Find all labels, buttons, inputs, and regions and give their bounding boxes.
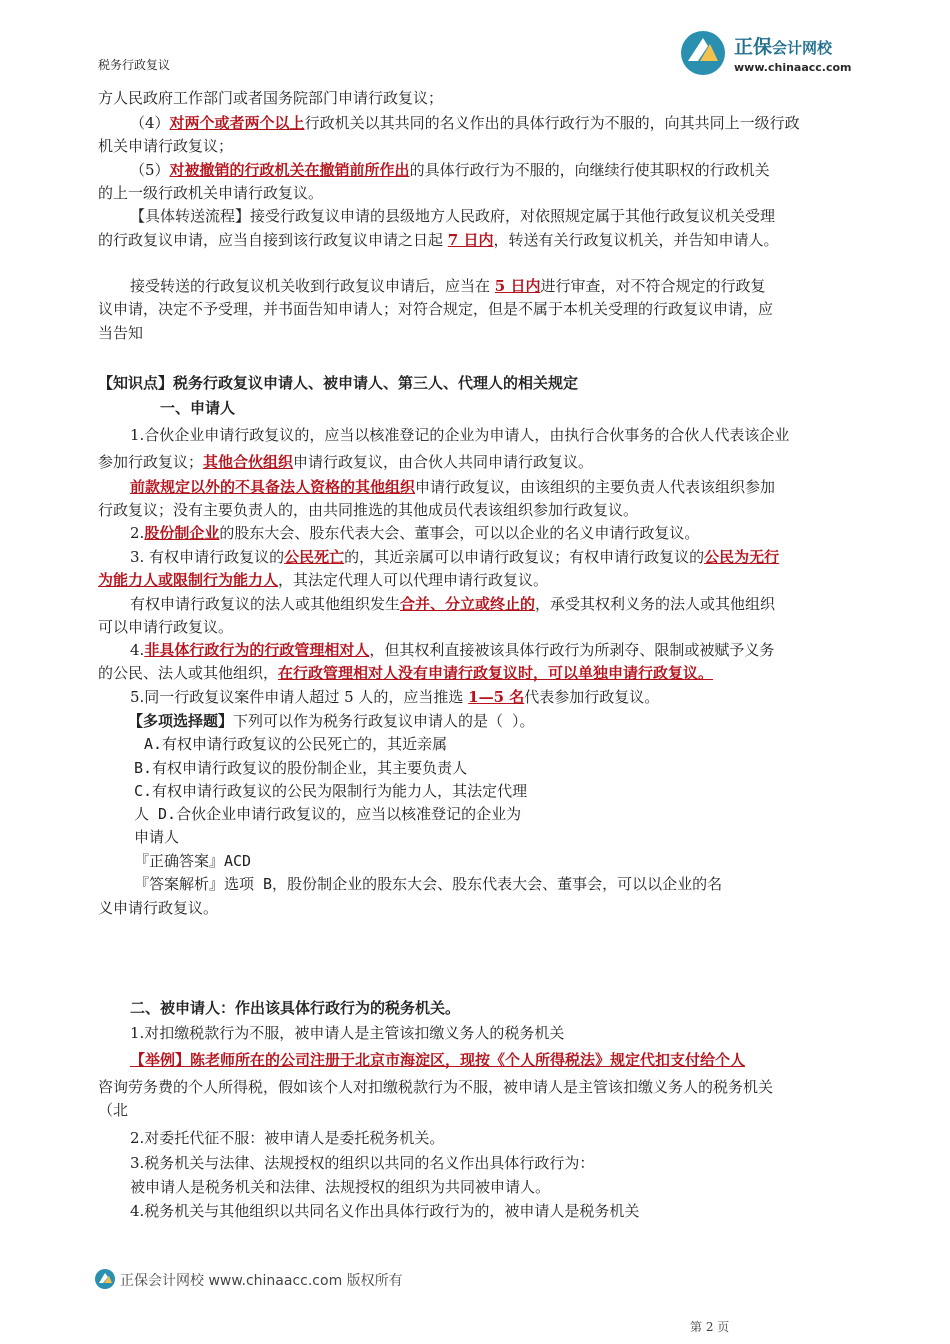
- text-line: 前款规定以外的不具备法人资格的其他组织申请行政复议，由该组织的主要负责人代表该组织参加: [130, 478, 776, 496]
- text-line: 机关申请行政复议；: [98, 137, 234, 155]
- text-line: 【具体转送流程】接受行政复议申请的县级地方人民政府，对依照规定属于其他行政复议机关受理: [130, 207, 776, 225]
- clipped-line: 1.对扣缴税款行为不服，被申请人是主管该扣缴义务人的税务机关: [130, 1024, 565, 1042]
- text-line: 的公民、法人或其他组织，在行政管理相对人没有申请行政复议时，可以单独申请行政复议。: [98, 664, 714, 682]
- correct-answer: 『正确答案』ACD: [134, 852, 252, 870]
- brand-block: [734, 32, 852, 74]
- footer-logo-icon: [94, 1268, 116, 1290]
- text-line: 4.非具体行政行为的行政管理相对人，但其权利直接被该具体行政行为所剥夺、限制或被赋予义务: [130, 641, 775, 659]
- clipped-line: 1.合伙企业申请行政复议的，应当以核准登记的企业为申请人，由执行合伙事务的合伙人代表该企业: [130, 426, 790, 444]
- text-line: 的行政复议申请，应当自接到该行政复议申请之日起 7 日内，转送有关行政复议机关，并告知申请人。: [98, 231, 779, 249]
- text-line: 的上一级行政机关申请行政复议。: [98, 184, 324, 202]
- text-line: 参加行政复议；其他合伙组织申请行政复议，由合伙人共同申请行政复议。: [98, 453, 594, 471]
- text-line: 被申请人是税务机关和法律、法规授权的组织为共同被申请人。: [130, 1178, 551, 1196]
- brand-main: 正保: [734, 36, 773, 58]
- brand-sub: 会计网校: [772, 39, 833, 57]
- clipped-line: 4.税务机关与其他组织以共同名义作出具体行政行为的，被申请人是税务机关: [130, 1202, 640, 1220]
- footer-copyright: 正保会计网校 www.chinaacc.com 版权所有: [120, 1273, 403, 1289]
- option-c: C.有权申请行政复议的公民为限制行为能力人，其法定代理: [134, 782, 528, 800]
- knowledge-point-title: 【知识点】税务行政复议申请人、被申请人、第三人、代理人的相关规定: [98, 374, 579, 392]
- text-line: 3. 有权申请行政复议的公民死亡的，其近亲属可以申请行政复议；有权申请行政复议的公民为无行: [130, 548, 780, 566]
- clipped-subheading: 一、申请人: [160, 399, 236, 417]
- brand-url: www.chinaacc.com: [734, 61, 852, 74]
- text-line: 可以申请行政复议。: [98, 618, 234, 636]
- section-heading: 二、被申请人：作出该具体行政行为的税务机关。: [130, 999, 461, 1017]
- text-line: 方人民政府工作部门或者国务院部门申请行政复议；: [98, 89, 444, 107]
- option-d-cont: 申请人: [134, 828, 180, 846]
- explanation-cont: 义申请行政复议。: [98, 899, 219, 917]
- option-a: A.有权申请行政复议的公民死亡的，其近亲属: [144, 735, 448, 753]
- clipped-line: （北: [98, 1101, 129, 1119]
- text-line: （4）对两个或者两个以上行政机关以其共同的名义作出的具体行政行为不服的，向其共同上一级行政: [130, 114, 800, 132]
- text-line: 接受转送的行政复议机关收到行政复议申请后，应当在 5 日内进行审查，对不符合规定的行政复: [130, 277, 766, 295]
- text-line: 5.同一行政复议案件申请人超过 5 人的，应当推选 1—5 名代表参加行政复议。: [130, 688, 660, 706]
- text-line: 行政复议；没有主要负责人的，由共同推选的其他成员代表该组织参加行政复议。: [98, 501, 639, 519]
- text-line: 议申请，决定不予受理，并书面告知申请人；对符合规定，但是不属于本机关受理的行政复议申请，应: [98, 300, 774, 318]
- clipped-line: 当告知: [98, 324, 144, 342]
- page-number: 第 2 页: [690, 1320, 730, 1334]
- text-line: 为能力人或限制行为能力人，其法定代理人可以代理申请行政复议。: [98, 571, 549, 589]
- brand-name: [734, 32, 852, 59]
- question-stem: 【多项选择题】下列可以作为税务行政复议申请人的是（ ）。: [128, 712, 535, 730]
- text-line: 2.股份制企业的股东大会、股东代表大会、董事会，可以以企业的名义申请行政复议。: [130, 524, 700, 542]
- text-line: 有权申请行政复议的法人或其他组织发生合并、分立或终止的，承受其权利义务的法人或其他组织: [130, 595, 776, 613]
- text-line: 3.税务机关与法律、法规授权的组织以共同的名义作出具体行政行为：: [130, 1154, 595, 1172]
- option-d: 人 D.合伙企业申请行政复议的，应当以核准登记的企业为: [134, 805, 522, 823]
- option-b: B.有权申请行政复议的股份制企业，其主要负责人: [134, 759, 468, 777]
- clipped-line: 【举例】陈老师所在的公司注册于北京市海淀区，现按《个人所得税法》规定代扣支付给个人: [130, 1051, 746, 1069]
- explanation: 『答案解析』选项 B，股份制企业的股东大会、股东代表大会、董事会，可以以企业的名: [134, 875, 723, 893]
- text-line: 2.对委托代征不服：被申请人是委托税务机关。: [130, 1129, 445, 1147]
- text-line: （5）对被撤销的行政机关在撤销前所作出的具体行政行为不服的，向继续行使其职权的行政机关: [130, 161, 770, 179]
- top-clipped-text: 税务行政复议: [98, 58, 171, 72]
- text-line: 咨询劳务费的个人所得税，假如该个人对扣缴税款行为不服，被申请人是主管该扣缴义务人的税务机关: [98, 1078, 774, 1096]
